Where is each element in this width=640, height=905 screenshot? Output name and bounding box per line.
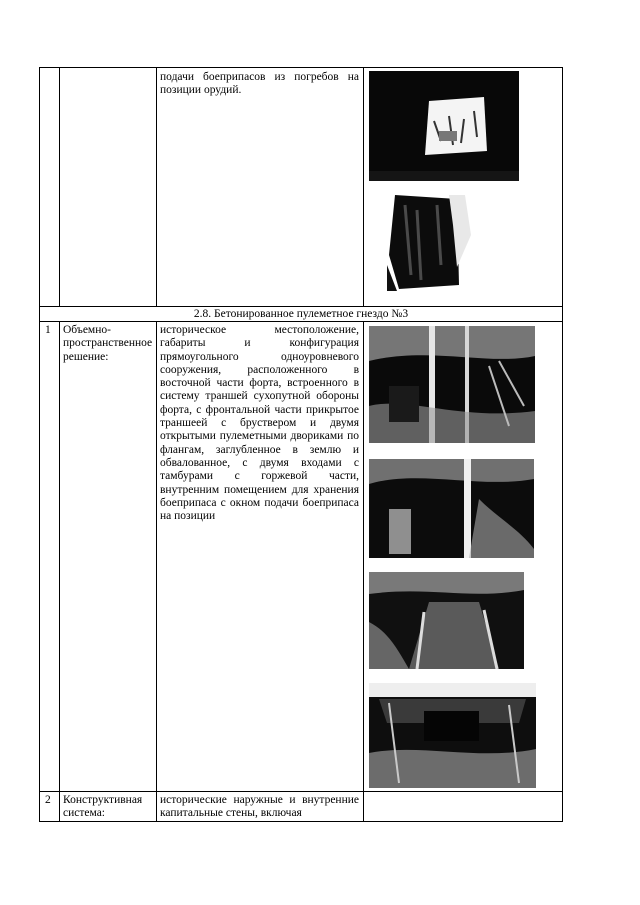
table-divider-col3 — [363, 67, 364, 306]
photo-trench-passage — [369, 572, 524, 669]
prev-row-description: подачи боеприпасов из погребов на позиции орудий. — [160, 71, 359, 97]
table-divider-col1-lower — [59, 321, 60, 822]
row-number: 1 — [45, 324, 51, 336]
table-divider-col1 — [59, 67, 60, 306]
table-divider-col3-lower — [363, 321, 364, 822]
row-description: исторические наружные и внутренние капитальные стены, включая — [160, 794, 359, 820]
photo-forest-embankment — [369, 326, 535, 443]
table-border-top — [39, 67, 563, 68]
row-label: Конструктивная система: — [63, 794, 143, 820]
table-divider-col2-lower — [156, 321, 157, 822]
row-number: 2 — [45, 794, 51, 806]
table-border-right — [562, 67, 563, 822]
table-row-divider — [39, 791, 563, 792]
table-border-left — [39, 67, 40, 822]
row-description: историческое местоположение, габариты и конфигурация прямоугольного одноуровневого сооружения, расположенного в восточной части форта, встроенного в систему траншей сухопутной обороны форта, с фронтальной части прикрытое траншеей с бруствером и двумя открытыми пулеметными двориками по флангам, заглубленное в землю и обвалованное, с двумя входами с тамбурами с горжевой части, внутренним помещением для хранения боеприпаса с окном подачи боеприпаса на позиции — [160, 324, 359, 523]
photo-forest-trench — [369, 459, 534, 558]
photo-nest-interior — [369, 683, 536, 788]
section-title: 2.8. Бетонированное пулеметное гнездо №3 — [193, 308, 409, 320]
photo-bunker-entrance — [387, 195, 482, 291]
photo-bunker-window — [369, 71, 519, 181]
table-divider-col2 — [156, 67, 157, 306]
table-row-divider — [39, 306, 563, 307]
row-label: Объемно-пространственное решение: — [63, 324, 153, 363]
table-border-bottom — [39, 821, 563, 822]
